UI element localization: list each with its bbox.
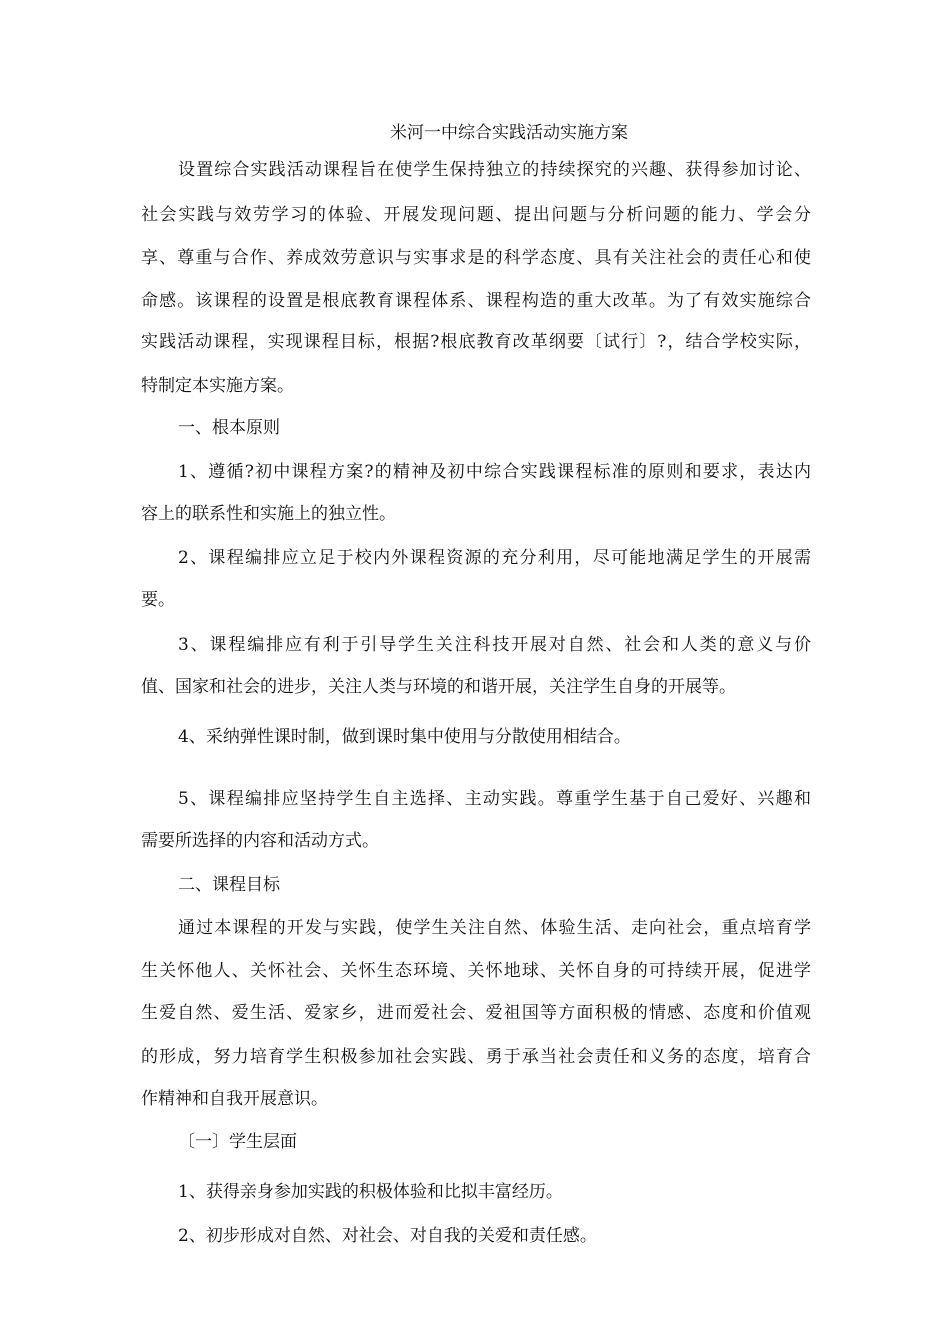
document-title: 米河一中综合实践活动实施方案	[390, 123, 628, 143]
principle-item: 4、采纳弹性课时制，做到课时集中使用与分散使用相结合。	[178, 727, 631, 747]
section-heading: 一、根本原则	[178, 418, 280, 438]
goal-paragraph-line: 生爱自然、爱生活、爱家乡，进而爱社会、爱祖国等方面积极的情感、态度和价值观	[141, 1003, 811, 1023]
principle-item: 值、国家和社会的进步，关注人类与环境的和谐开展，关注学生自身的开展等。	[141, 677, 736, 697]
intro-line: 社会实践与效劳学习的体验、开展发现问题、提出问题与分析问题的能力、学会分	[141, 205, 811, 225]
student-goal-item: 1、获得亲身参加实践的积极体验和比拟丰富经历。	[178, 1182, 563, 1202]
goal-paragraph-line: 生关怀他人、关怀社会、关怀生态环境、关怀地球、关怀自身的可持续开展，促进学	[141, 961, 811, 981]
intro-line: 享、尊重与合作、养成效劳意识与实事求是的科学态度、具有关注社会的责任心和使	[141, 248, 811, 268]
sub-heading: 〔一〕学生层面	[178, 1132, 297, 1152]
intro-line: 命感。该课程的设置是根底教育课程体系、课程构造的重大改革。为了有效实施综合	[141, 291, 811, 311]
intro-line: 实践活动课程，实现课程目标，根据?根底教育改革纲要〔试行〕?，结合学校实际，	[141, 332, 811, 352]
student-goal-item: 2、初步形成对自然、对社会、对自我的关爱和责任感。	[178, 1226, 597, 1246]
principle-item: 3、课程编排应有利于引导学生关注科技开展对自然、社会和人类的意义与价	[178, 635, 811, 655]
principle-item: 要。	[141, 590, 175, 610]
principle-item: 2、课程编排应立足于校内外课程资源的充分利用，尽可能地满足学生的开展需	[178, 548, 811, 568]
principle-item: 需要所选择的内容和活动方式。	[141, 831, 379, 851]
intro-line: 设置综合实践活动课程旨在使学生保持独立的持续探究的兴趣、获得参加讨论、	[178, 160, 811, 180]
principle-item: 5、课程编排应坚持学生自主选择、主动实践。尊重学生基于自己爱好、兴趣和	[178, 789, 811, 809]
goal-paragraph-line: 通过本课程的开发与实践，使学生关注自然、体验生活、走向社会，重点培育学	[178, 918, 811, 938]
section-heading: 二、课程目标	[178, 875, 280, 895]
principle-item: 容上的联系性和实施上的独立性。	[141, 504, 396, 524]
intro-line: 特制定本实施方案。	[141, 376, 294, 396]
goal-paragraph-line: 的形成，努力培育学生积极参加社会实践、勇于承当社会责任和义务的态度，培育合	[141, 1047, 811, 1067]
principle-item: 1、遵循?初中课程方案?的精神及初中综合实践课程标准的原则和要求，表达内	[178, 462, 811, 482]
goal-paragraph-line: 作精神和自我开展意识。	[141, 1089, 328, 1109]
